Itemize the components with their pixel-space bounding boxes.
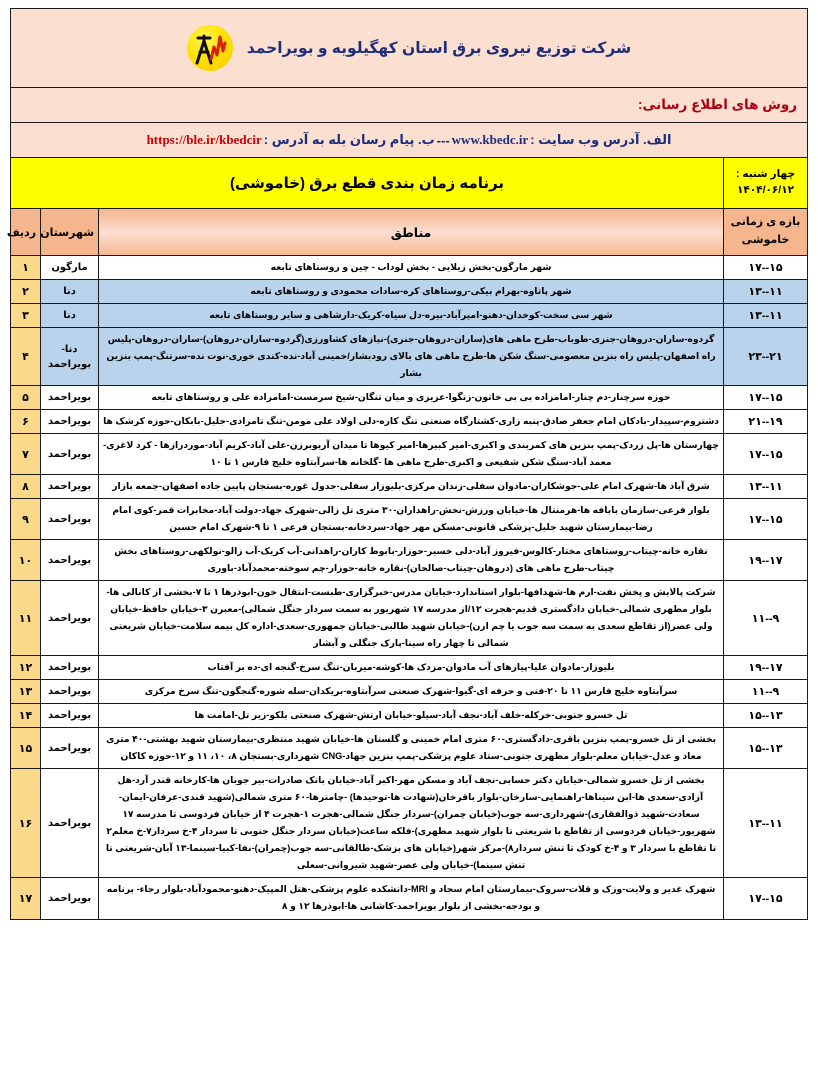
row-index: ۱ xyxy=(11,256,41,280)
date-cell xyxy=(724,158,808,209)
table-row xyxy=(11,581,808,656)
row-index: ۱۷ xyxy=(11,878,41,919)
column-header-row xyxy=(11,209,808,256)
col-header-areas: مناطق xyxy=(99,209,724,256)
table-row xyxy=(11,256,808,280)
table-row xyxy=(11,540,808,581)
row-areas: بخشی از تل خسرو-پمپ بنزین باقری-دادگستری-۶۰ متری امام خمینی و گلستان ها-خیابان شهید منتظری-بیمارستان شهید بهشتی-۴۰ متری معاد و عدل-خیابان معلم-بلوار مطهری جنوبی-ستاد علوم پزشکی-پمپ بنزین جهاد-CNG شهرداری-بستجان ۸، ۱۰، ۱۱ و ۱۲-حوزه کاکان xyxy=(99,728,724,769)
row-city: بویراحمد xyxy=(41,475,99,499)
row-areas: چهارستان ها-پل زردک-پمپ بنزین های کمربندی و اکبری-امیر کبیرها-امیر کیوها تا میدان آریوبرزن-علی آباد-کریم آباد-موردرازها - کرد لاغری-معمد آباد-سنگ شکن شفیعی و اکبری-طرح ماهی ها -گلخانه ها-سرآبتاوه خلیج فارس ۱ تا ۱۰ xyxy=(99,434,724,475)
masthead-cell xyxy=(11,9,808,88)
row-time-range: ۱۱--۱۳ xyxy=(724,475,808,499)
contact-row xyxy=(11,123,808,158)
row-city: دنا xyxy=(41,280,99,304)
col-header-index: ردیف xyxy=(11,209,41,256)
row-index: ۱۶ xyxy=(11,769,41,878)
schedule-rows xyxy=(11,256,808,920)
title-band-row xyxy=(11,158,808,209)
table-row xyxy=(11,769,808,878)
info-methods-label: روش های اطلاع رسانی: xyxy=(637,97,797,112)
row-areas: شرق آباد ها-شهرک امام علی-جوشکاران-مادوان سفلی-زندان مرکزی-بلیوزار سفلی-جدول غوره-بستجان پایین جاده اصفهان-جمعه بازار xyxy=(99,475,724,499)
row-areas: بلوار فرعی-سازمان بابافه ها-هرمنتال ها-خیابان ورزش-نخش-راهداران-۳۰ متری تل زالی-شهرک جهاد-دولت آباد-مخابرات قمر-کوی امام رضا-بیمارستان شهید جلیل-پزشکی قانونی-مسکن مهر جهاد-سردخانه-بستجان فرعی ۱ تا ۹-شهرک امام حسین xyxy=(99,499,724,540)
row-areas: بخشی از تل خسرو شمالی-خیابان دکتر حسابی-نجف آباد و مسکن مهر-اکبر آباد-خیابان بانک صادرات-بیر جوبان ها-کارخانه قندر آرد-هل آزادی-سعدی ها-ابن سیناها-راهنمایی-سارخان-بلوار باقرخان(شهادت ها-توحیدها) -چامترها-۶۰ متری شمالی(شهید قندی-عرفان-ایمان-سعادت-شهید ذوالفقاری)-شهرداری-سه جوب(خیابان چمران)-سردار جنگل شمالی-هجرت ۱-هجرت ۴ از خیابان فردوسی تا مدرسه ۱۷ شهریور-خیابان فردوسی از تقاطع با شریعتی تا بلوار شهید مطهری)-فلکه ساعت(خیابان سردار جنگل جنوبی تا سردار ۴-خ سردار۷-خ معلم۲ تا تقاطع با سردار ۳ و ۴-خ کودک تا تنش سردار۸)-مرکز شهر(خیابان های بزشک-طالقانی-سه جوب(چمران)-نفا-کبیا-سینما-۱۳ آبان-شریعتی تا تنش سینما)-خیابان ولی عصر-شهید شیروانی-سعلی xyxy=(99,769,724,878)
row-city: بویراحمد xyxy=(41,540,99,581)
row-time-range: ۱۳--۱۵ xyxy=(724,704,808,728)
row-index: ۵ xyxy=(11,386,41,410)
row-areas: شهرک غدیر و ولایت-وزک و قلات-سروک-بیمارستان امام سجاد و MRI-دانشکده علوم پزشکی-هتل المپیک-دهنو-محمودآباد-بلوار رجاء- برنامه و بودجه-بخشی از بلوار بویراحمد-کاشانی ها-ابوذرها ۱۲ و ۸ xyxy=(99,878,724,919)
row-city: بویراحمد xyxy=(41,680,99,704)
row-index: ۷ xyxy=(11,434,41,475)
row-time-range: ۱۵--۱۷ xyxy=(724,434,808,475)
row-time-range: ۱۷--۱۹ xyxy=(724,656,808,680)
row-city: بویراحمد xyxy=(41,499,99,540)
row-time-range: ۱۵--۱۷ xyxy=(724,499,808,540)
table-row xyxy=(11,680,808,704)
table-row xyxy=(11,656,808,680)
table-row xyxy=(11,878,808,919)
row-city: دنا xyxy=(41,304,99,328)
row-time-range: ۱۵--۱۷ xyxy=(724,878,808,919)
row-index: ۶ xyxy=(11,410,41,434)
row-index: ۱۴ xyxy=(11,704,41,728)
plan-title-cell xyxy=(11,158,724,209)
row-time-range: ۱۳--۱۵ xyxy=(724,728,808,769)
row-time-range: ۱۷--۱۹ xyxy=(724,540,808,581)
table-row xyxy=(11,434,808,475)
col-header-time-line2: خاموشی xyxy=(741,234,790,246)
row-areas: تل خسرو جنوبی-خرکله-خلف آباد-نجف آباد-سیلو-خیابان ارتش-شهرک صنعتی بلکو-زیر تل-امامت ها xyxy=(99,704,724,728)
table-row xyxy=(11,728,808,769)
bale-label: ب. پیام رسان بله به آدرس : xyxy=(263,132,435,147)
date-value: ۱۴۰۴/۰۶/۱۲ xyxy=(736,184,795,196)
row-index: ۹ xyxy=(11,499,41,540)
row-areas: گردوه-ساران-دروهان-جنزی-طوباب-طرح ماهی های(ساران-دروهان-جنزی)-نیازهای کشاورزی(گردوه-ساران-دروهان)-ساران-دروهان-پلیس راه اصفهان-پلیس راه بنزین معصومی-سنگ شکن ها-طرح ماهی های بالای رودبشار/خمینی آباد-نده-کندی خوری-نوت نده-سرتنگ-پمپ بنزین بشار xyxy=(99,328,724,386)
table-row xyxy=(11,499,808,540)
row-index: ۱۲ xyxy=(11,656,41,680)
row-index: ۱۱ xyxy=(11,581,41,656)
day-label: چهار شنبه : xyxy=(735,168,796,181)
power-tower-logo-icon xyxy=(187,25,233,71)
info-label-row xyxy=(11,88,808,123)
row-areas: نقاره خانه-چیتاب-روستاهای مختار-کالوس-فیروز آباد-دلی خسیر-حوزار-بابوط کاران-راهدانی-آب کریک-آب زالو-نولکهی-روستاهای بخش چیتاب-طرح ماهی های (دروهان-چیتاب-صالحان)-نقاره خانه-حوزار-چم سوخته-محمدآباد-باوری xyxy=(99,540,724,581)
table-row xyxy=(11,386,808,410)
table-row xyxy=(11,328,808,386)
row-areas: شهر مارگون-بخش زیلایی - بخش لوداب - چین و روستاهای تابعه xyxy=(99,256,724,280)
row-areas: بلیوزار-مادوان علیا-پیازهای آب مادوان-مزدک ها-کوشه-میربان-تنگ سرخ-گنجه ای-ده بر آفتاب xyxy=(99,656,724,680)
col-header-city: شهرستان xyxy=(41,209,99,256)
info-label-cell xyxy=(11,88,808,123)
row-areas: شهر پاتاوه-بهرام بیکی-روستاهای کره-سادات محمودی و روستاهای تابعه xyxy=(99,280,724,304)
row-time-range: ۹--۱۱ xyxy=(724,680,808,704)
row-city: بویراحمد xyxy=(41,434,99,475)
row-time-range: ۱۱--۱۳ xyxy=(724,304,808,328)
table-row xyxy=(11,304,808,328)
row-areas: سرآبتاوه خلیج فارس ۱۱ تا ۲۰-فنی و حرفه ای-گیوا-شهرک صنعتی سرآبتاوه-بریکدان-سله شوره-گنجگون-تنگ سرخ مرکزی xyxy=(99,680,724,704)
masthead-row xyxy=(11,9,808,88)
row-city: بویراحمد xyxy=(41,704,99,728)
row-city: بویراحمد xyxy=(41,581,99,656)
row-time-range: ۱۹--۲۱ xyxy=(724,410,808,434)
website-label: الف. آدرس وب سایت : xyxy=(530,132,672,147)
row-city: بویراحمد xyxy=(41,386,99,410)
row-time-range: ۱۱--۱۳ xyxy=(724,280,808,304)
table-row xyxy=(11,475,808,499)
row-time-range: ۱۱--۱۳ xyxy=(724,769,808,878)
plan-title: برنامه زمان بندی قطع برق (خاموشی) xyxy=(229,174,505,192)
contact-separator: --- xyxy=(436,132,450,148)
schedule-sheet xyxy=(6,8,808,920)
row-index: ۸ xyxy=(11,475,41,499)
row-city: بویراحمد xyxy=(41,878,99,919)
bale-url[interactable]: https://ble.ir/kbedcir xyxy=(146,132,262,147)
company-name: شرکت توزیع نیروی برق استان کهگیلویه و بویراحمد xyxy=(246,39,632,57)
row-city: بویراحمد xyxy=(41,656,99,680)
row-city: بویراحمد xyxy=(41,728,99,769)
row-index: ۱۳ xyxy=(11,680,41,704)
row-areas: حوزه سرچنار-دم چنار-امامزاده بی بی خاتون-زنگوا-عزیزی و میان تنگان-شیخ سرمست-امامزاده علی و روستاهای تابعه xyxy=(99,386,724,410)
row-index: ۱۰ xyxy=(11,540,41,581)
row-city: بویراحمد xyxy=(41,769,99,878)
row-areas: شهر سی سخت-کوخدان-دهنو-امیرآباد-بیره-دل سیاه-کریک-دارشاهی و سایر روستاهای تابعه xyxy=(99,304,724,328)
row-city: دنا-بویراحمد xyxy=(41,328,99,386)
col-header-time-line1: بازه ی زمانی xyxy=(730,216,801,229)
row-city: مارگون xyxy=(41,256,99,280)
row-time-range: ۱۵--۱۷ xyxy=(724,386,808,410)
row-index: ۲ xyxy=(11,280,41,304)
row-time-range: ۲۱--۲۳ xyxy=(724,328,808,386)
row-index: ۴ xyxy=(11,328,41,386)
row-areas: شرکت پالایش و پخش نفت-ارم ها-شهدافها-بلوار استاندارد-خیابان مدرس-خبرگزاری-طبست-انتقال خون-ابوذرها ۱ تا ۷-بخشی از کانالی ها-بلوار مطهری شمالی-خیابان دادگستری قدیم-هجرت ۱۲/از مدرسه ۱۷ شهریور به سمت سردار جنگل شمالی)-معبرن ۳-خیابان حافظ-خیابان ولی عصر(از تقاطع سعدی به سمت سه جوب یا چم ارن)-خیابان شهید طالبی-خیابان جمهوری-سعدی-اداره کل بیمه سلامت-خیابان شریعتی شمالی تا چهار راه سینا-پارک جنگلی و آبشار xyxy=(99,581,724,656)
row-time-range: ۱۵--۱۷ xyxy=(724,256,808,280)
website-url[interactable]: www.kbedc.ir xyxy=(451,132,529,147)
row-areas: دشتروم-سپیدار-بادکان امام جعفر صادق-پنبه زاری-کشتارگاه صنعتی تنگ کاره-دلی اولاد علی مومن-تنگ تامرادی-جلیل-بابکان-حوزه کرشک ها xyxy=(99,410,724,434)
contact-cell xyxy=(11,123,808,158)
table-row xyxy=(11,704,808,728)
col-header-time xyxy=(724,209,808,256)
row-index: ۱۵ xyxy=(11,728,41,769)
row-city: بویراحمد xyxy=(41,410,99,434)
row-index: ۳ xyxy=(11,304,41,328)
table-row xyxy=(11,410,808,434)
row-time-range: ۹--۱۱ xyxy=(724,581,808,656)
table-row xyxy=(11,280,808,304)
